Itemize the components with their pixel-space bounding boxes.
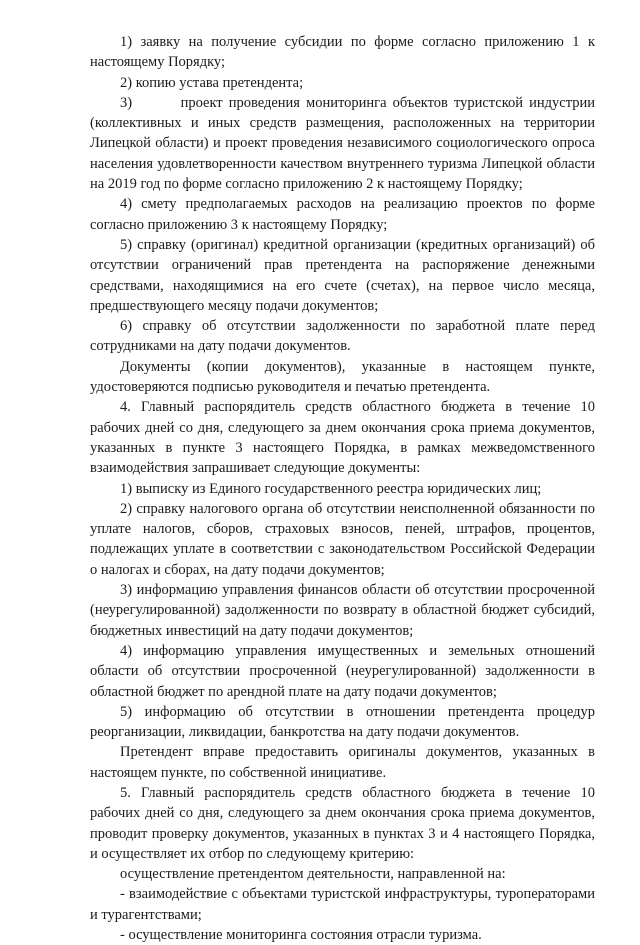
paragraph: 3) информацию управления финансов области об отсутствии просроченной (неурегулированной) задолженности по возврату в областной бюджет субсидий, бюджетных инвестиций на дату подачи документов; <box>90 582 595 639</box>
paragraph: 3) проект проведения мониторинга объектов туристской индустрии (коллективных и иных средств размещения, расположенных на территории Липецкой области) и проект проведения независимого социологического опроса населения удовлетворенности качеством внутреннего туризма Липецкой области на 2019 год по форме согласно приложению 2 к настоящему Порядку; <box>90 94 595 193</box>
paragraph: 4) информацию управления имущественных и земельных отношений области об отсутствии просроченной (неурегулированной) задолженности в областной бюджет по арендной плате на дату подачи документов; <box>90 642 595 700</box>
paragraph: Претендент вправе предоставить оригиналы документов, указанных в настоящем пункте, по собственной инициативе. <box>90 744 595 781</box>
paragraph: 5. Главный распорядитель средств областного бюджета в течение 10 рабочих дней со дня, следующего за днем окончания срока приема документов, проводит проверку документов, указанных в пунктах 3 и 4 настоящего Порядка, и осуществляет их отбор по следующему критерию: <box>90 784 595 862</box>
paragraph: Документы (копии документов), указанные в настоящем пункте, удостоверяются подписью руководителя и печатью претендента. <box>90 358 595 396</box>
paragraph: 1) заявку на получение субсидии по форме согласно приложению 1 к настоящему Порядку; <box>90 34 595 71</box>
paragraph: 6) справку об отсутствии задолженности по заработной плате перед сотрудниками на дату подачи документов. <box>90 318 595 355</box>
paragraph: 2) копию устава претендента; <box>120 74 304 91</box>
paragraph: - взаимодействие с объектами туристской инфраструктуры, туроператорами и турагентствами; <box>90 886 595 923</box>
paragraph: 2) справку налогового органа об отсутствии неисполненной обязанности по уплате налогов, сборов, страховых взносов, пеней, штрафов, процентов, подлежащих уплате в соответствии с законодательством Российской Федерации о налогах и сборах, на дату подачи документов; <box>90 500 595 578</box>
paragraph: 5) справку (оригинал) кредитной организации (кредитных организаций) об отсутствии ограничений прав претендента на распоряжение денежными средствами, находящимися на его счете (счетах), на первое число месяца, предшествующего месяцу подачи документов; <box>90 236 595 314</box>
paragraph: осуществление претендентом деятельности, направленной на: <box>120 866 506 883</box>
document-body <box>90 32 595 945</box>
paragraph: - осуществление мониторинга состояния отрасли туризма. <box>120 927 482 944</box>
paragraph: 4. Главный распорядитель средств областного бюджета в течение 10 рабочих дней со дня, следующего за днем окончания срока приема документов, указанных в пункте 3 настоящего Порядка, в рамках межведомственного взаимодействия запрашивает следующие документы: <box>90 399 595 477</box>
paragraph: 5) информацию об отсутствии в отношении претендента процедур реорганизации, ликвидации, банкротства на дату подачи документов. <box>90 703 595 741</box>
paragraph: 4) смету предполагаемых расходов на реализацию проектов по форме согласно приложению 3 к настоящему Порядку; <box>90 196 595 233</box>
paragraph: 1) выписку из Единого государственного реестра юридических лиц; <box>120 480 542 497</box>
